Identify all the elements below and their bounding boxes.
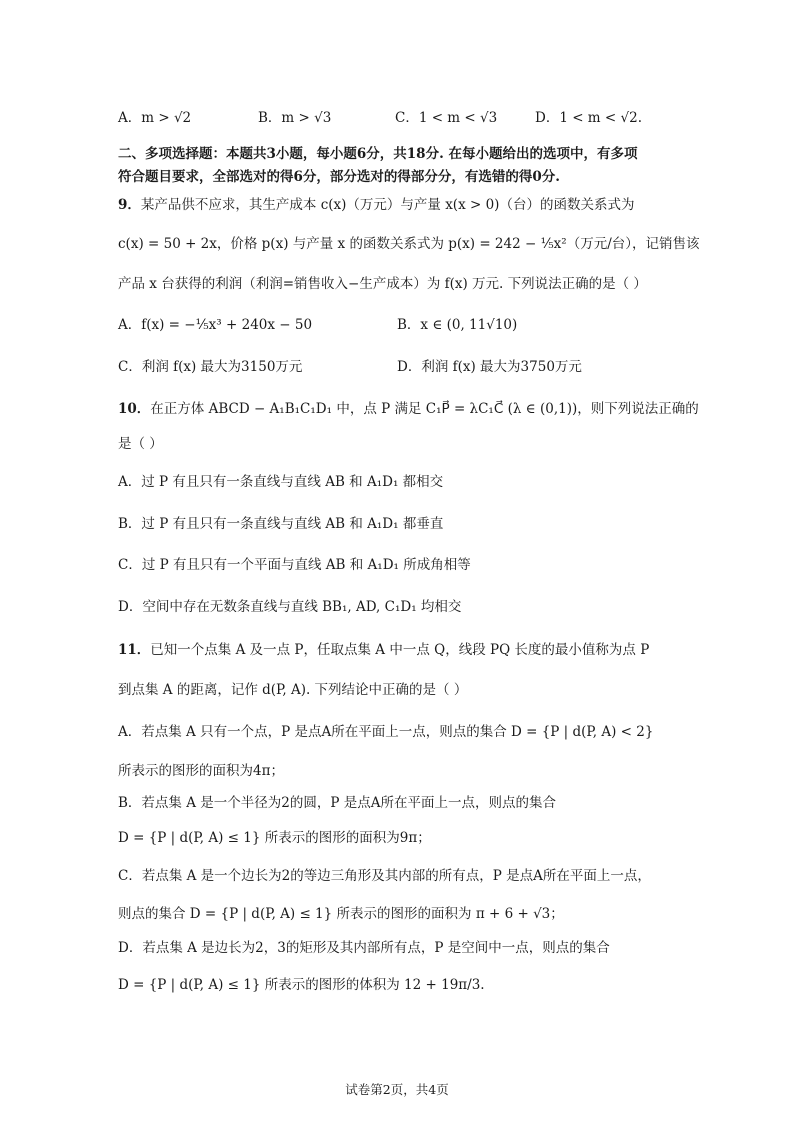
q11-option-b-line2: D = {P | d(P, A) ≤ 1} 所表示的图形的面积为9π；: [118, 830, 431, 846]
q10-stem-line2: 是（ ）: [118, 436, 163, 452]
q11-option-d-line1: D．若点集 A 是边长为2，3的矩形及其内部所有点，P 是空间中一点，则点的集合: [118, 940, 610, 956]
q9-stem-line2: c(x) = 50 + 2x，价格 p(x) 与产量 x 的函数关系式为 p(x) = 242 − ⅕x²（万元/台），记销售该: [118, 236, 700, 252]
section-2-title: 二、多项选择题：: [118, 146, 226, 162]
q8-option-b: B．m > √3: [258, 110, 332, 126]
q9-number: 9．: [118, 197, 141, 213]
q11-option-a-line1: A．若点集 A 只有一个点，P 是点A所在平面上一点，则点的集合 D = {P | d(P, A) < 2}: [118, 724, 654, 740]
q10-option-b: B．过 P 有且只有一条直线与直线 AB 和 A₁D₁ 都垂直: [118, 516, 444, 532]
q11-text-1: 已知一个点集 A 及一点 P，任取点集 A 中一点 Q，线段 PQ 长度的最小值称为点 P: [150, 642, 650, 658]
q10-option-a: A．过 P 有且只有一条直线与直线 AB 和 A₁D₁ 都相交: [118, 474, 444, 490]
q9-option-b: B．x ∈ (0, 11√10): [397, 317, 518, 333]
q11-option-d-line2: D = {P | d(P, A) ≤ 1} 所表示的图形的体积为 12 + 19π/3.: [118, 977, 485, 993]
q11-option-c-line1: C．若点集 A 是一个边长为2的等边三角形及其内部的所有点，P 是点A所在平面上一点，: [118, 868, 651, 884]
q9-option-c: C．利润 f(x) 最大为3150万元: [118, 359, 303, 375]
q10-option-d: D．空间中存在无数条直线与直线 BB₁, AD, C₁D₁ 均相交: [118, 599, 462, 615]
q8-option-a: A．m > √2: [118, 110, 192, 126]
q10-text-1: 在正方体 ABCD − A₁B₁C₁D₁ 中，点 P 满足 C₁P⃗ = λC₁C⃗ (λ ∈ (0,1))，则下列说法正确的: [150, 401, 699, 417]
q10-number: 10．: [118, 401, 151, 417]
q9-option-a: A．f(x) = −⅕x³ + 240x − 50: [118, 317, 313, 333]
q10-stem-line1: [118, 399, 699, 419]
q11-option-b-line1: B．若点集 A 是一个半径为2的圆，P 是点A所在平面上一点，则点的集合: [118, 795, 556, 811]
q11-stem-line1: [118, 640, 649, 660]
q8-option-c: C．1 < m < √3: [395, 110, 498, 126]
page-footer: 试卷第2页，共4页: [345, 1082, 449, 1097]
q8-option-d: D．1 < m < √2.: [535, 110, 642, 126]
q9-option-d: D．利润 f(x) 最大为3750万元: [397, 359, 582, 375]
q10-option-c: C．过 P 有且只有一个平面与直线 AB 和 A₁D₁ 所成角相等: [118, 557, 471, 573]
section-2-heading: [118, 144, 637, 164]
q9-text-1: 某产品供不应求，其生产成本 c(x)（万元）与产量 x(x > 0)（台）的函数关系式为: [140, 197, 635, 213]
q11-option-c-line2: 则点的集合 D = {P | d(P, A) ≤ 1} 所表示的图形的面积为 π + 6 + √3；: [118, 906, 564, 922]
q9-stem-line1: [118, 195, 634, 215]
section-2-rules-line2: 符合题目要求，全部选对的得6分，部分选对的得部分分，有选错的得0分.: [118, 169, 560, 185]
q11-number: 11．: [118, 642, 151, 658]
section-2-rules: 本题共3小题，每小题6分，共18分. 在每小题给出的选项中，有多项: [226, 146, 638, 162]
q9-stem-line3: 产品 x 台获得的利润（利润=销售收入−生产成本）为 f(x) 万元. 下列说法正确的是（ ）: [118, 276, 647, 292]
q11-option-a-line2: 所表示的图形的面积为4π；: [118, 763, 284, 779]
q11-stem-line2: 到点集 A 的距离，记作 d(P, A). 下列结论中正确的是（ ）: [118, 682, 468, 698]
